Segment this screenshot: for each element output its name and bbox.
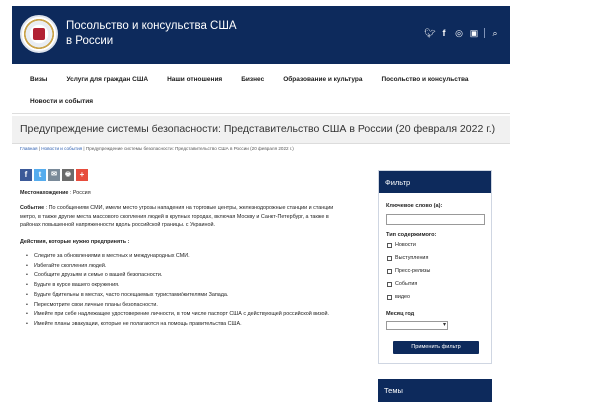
apply-filter-button[interactable]: Применить фильтр <box>393 341 479 354</box>
checkbox-label: Пресс-релизы <box>395 268 431 274</box>
nav-item-education-culture[interactable]: Образование и культура <box>283 76 363 83</box>
checkbox-label: видео <box>395 294 411 300</box>
instagram-icon[interactable]: ◎ <box>455 28 463 38</box>
month-year-select[interactable] <box>386 321 448 330</box>
location-value: : Россия <box>68 190 91 196</box>
event-paragraph <box>20 204 350 229</box>
nav-row-2 <box>30 98 112 105</box>
twitter-icon[interactable]: 🐦︎ <box>424 28 436 38</box>
checkbox-video[interactable] <box>387 294 410 300</box>
breadcrumb-current: Предупреждение системы безопасности: Представительство США в России (20 февраля 2022 г.) <box>85 146 294 151</box>
breadcrumb-news-link[interactable]: Новости и события <box>41 146 83 151</box>
actions-list <box>20 252 350 328</box>
checkbox-label: Выступления <box>395 255 429 261</box>
actions-heading: Действия, которые нужно предпринять : <box>20 238 130 245</box>
checkbox-press-releases[interactable] <box>387 268 430 274</box>
share-facebook-button[interactable]: f <box>20 169 32 181</box>
header-social-icons <box>424 28 500 38</box>
checkbox-box[interactable] <box>387 282 392 287</box>
nav-item-business[interactable]: Бизнес <box>241 76 265 83</box>
filter-heading: Фильтр <box>379 171 491 193</box>
header-divider <box>484 28 485 38</box>
share-print-button[interactable]: 🖶 <box>62 169 74 181</box>
checkbox-box[interactable] <box>387 295 392 300</box>
browser-page <box>12 6 510 402</box>
list-item: • Следите за обновлениями в местных и международных СМИ. <box>34 252 350 260</box>
list-item: • Сообщите друзьям и семье о вашей безопасности. <box>34 271 350 279</box>
list-item: • Будьте в курсе вашего окружения. <box>34 281 350 289</box>
list-item: • Имейте планы эвакуации, которые не полагаются на помощь правительства США. <box>34 320 350 328</box>
list-item: • Пересмотрите свои личные планы безопасности. <box>34 301 350 309</box>
share-twitter-button[interactable]: t <box>34 169 46 181</box>
share-email-button[interactable]: ✉ <box>48 169 60 181</box>
event-label: Событие <box>20 205 45 212</box>
site-header <box>12 6 510 64</box>
event-text: : По сообщениям СМИ, имели место угрозы нападения на торговые центры, железнодорожные станции и станции метро, в также другие места массового скопления людей в крупных городах, включая Москву и Санкт-Петербург, а также в районах повышенной напряженности вдоль российской границы. с Украиной. <box>20 205 334 229</box>
keyword-input[interactable] <box>386 214 485 225</box>
checkbox-label: События <box>395 281 418 287</box>
share-more-button[interactable]: + <box>76 169 88 181</box>
checkbox-label: Новости <box>395 242 416 248</box>
facebook-icon[interactable]: f <box>442 28 446 38</box>
nav-item-visas[interactable]: Визы <box>30 76 48 83</box>
list-item: • Будьте бдительны в местах, часто посещаемых туристами/жителями Запада. <box>34 291 350 299</box>
checkbox-speeches[interactable] <box>387 255 428 261</box>
site-title-line1: Посольство и консульства США <box>66 20 237 32</box>
checkbox-events[interactable] <box>387 281 417 287</box>
embassy-seal-logo[interactable] <box>20 15 58 53</box>
breadcrumb-home-link[interactable]: Главная <box>20 146 38 151</box>
nav-item-news-events[interactable]: Новости и события <box>30 98 93 105</box>
checkbox-box[interactable] <box>387 256 392 261</box>
share-buttons <box>20 169 88 181</box>
month-year-label: Месяц год <box>386 311 415 317</box>
themes-heading: Темы <box>378 379 492 402</box>
search-icon[interactable]: ⌕ <box>492 28 498 38</box>
breadcrumb-separator: | <box>37 146 42 151</box>
keyword-label: Ключевое слово (a): <box>386 203 443 209</box>
nav-item-citizen-services[interactable]: Услуги для граждан США <box>66 76 149 83</box>
checkbox-box[interactable] <box>387 269 392 274</box>
location-label: Местонахождение <box>20 190 69 196</box>
site-title[interactable] <box>66 19 286 49</box>
main-nav <box>12 68 510 114</box>
site-title-line2: в России <box>66 35 114 47</box>
page-title: Предупреждение системы безопасности: Представительство США в России (20 февраля 2022 г.) <box>20 123 496 135</box>
filter-panel <box>378 170 492 364</box>
breadcrumb-separator: | <box>82 146 86 151</box>
nav-row-1 <box>30 76 488 83</box>
checkbox-box[interactable] <box>387 243 392 248</box>
checkbox-news[interactable] <box>387 242 416 248</box>
content-type-label: Тип содержимого: <box>386 232 437 238</box>
article-body <box>20 189 350 330</box>
youtube-icon[interactable]: ▣ <box>469 28 479 38</box>
breadcrumb <box>20 146 294 151</box>
title-band <box>12 116 510 144</box>
list-item: • Имейте при себе надлежащее удостоверение личности, в том числе паспорт США с действующей российской визой. <box>34 310 350 318</box>
nav-item-relations[interactable]: Наши отношения <box>167 76 223 83</box>
location-line <box>20 189 350 197</box>
nav-item-embassy-consulates[interactable]: Посольство и консульства <box>381 76 469 83</box>
list-item: • Избегайте скопления людей. <box>34 262 350 270</box>
